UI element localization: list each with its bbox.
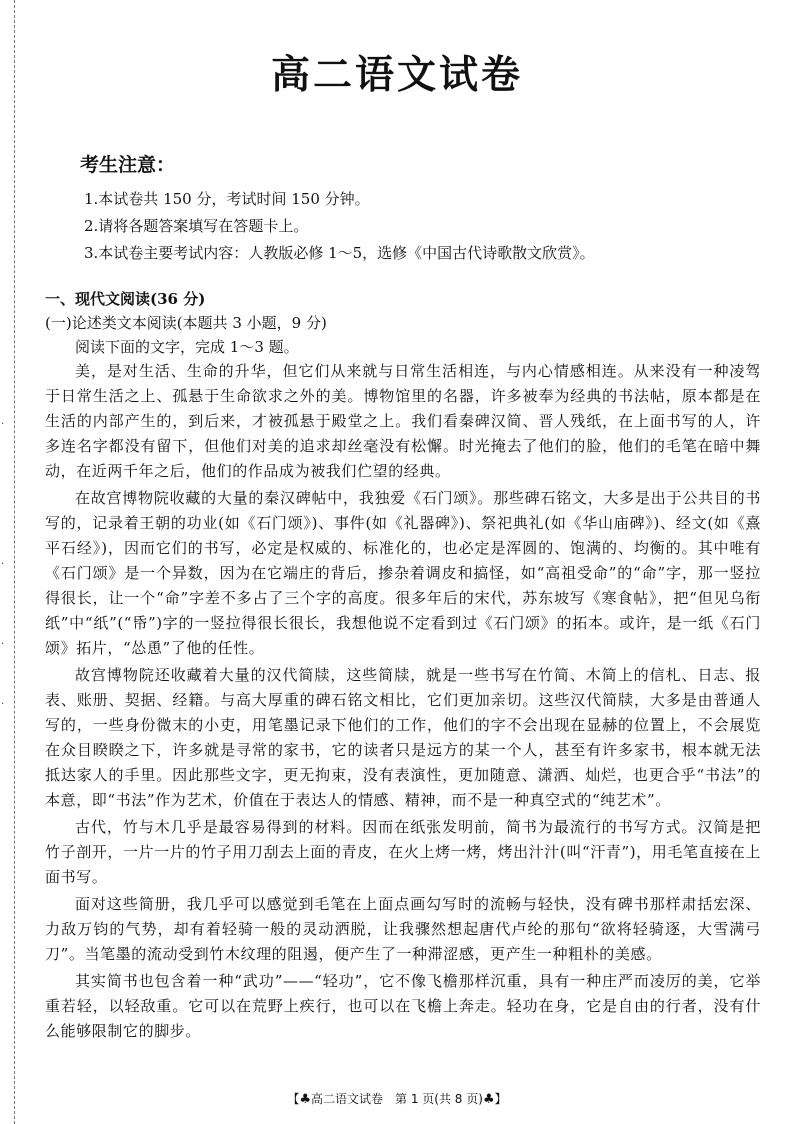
passage-paragraph: 其实简书也包含着一种“武功”——“轻功”，它不像飞檐那样沉重，具有一种庄严而凌厉的美，它举重若轻，以轻敌重。它可以在荒野上疾行，也可以在飞檐上奔走。轻功在身，它是自由的行者，没有什么能够限制它的脚步。 xyxy=(45,972,761,1040)
subsection-heading: (一)论述类文本阅读(本题共 3 小题，9 分) xyxy=(45,314,327,332)
passage-paragraph: 美，是对生活、生命的升华，但它们从来就与日常生活相连，与内心情感相连。从来没有一种凌驾于日常生活之上、孤悬于生命欲求之外的美。博物馆里的名器，许多被奉为经典的书法帖，原本都是在生活的内部产生的，到后来，才被孤悬于殿堂之上。我们看秦碑汉简、晋人残纸，在上面书写的人，许多连名字都没有留下，但他们对美的追求却丝毫没有松懈。时光掩去了他们的脸，他们的毛笔在暗中舞动，在近两千年之后，他们的作品成为被我们伫望的经典。 xyxy=(45,362,761,480)
notice-item: 2.请将各题答案填写在答题卡上。 xyxy=(84,217,309,235)
passage-paragraph: 古代，竹与木几乎是最容易得到的材料。因而在纸张发明前，简书为最流行的书写方式。汉简是把竹子剖开，一片一片的竹子用刀刮去上面的青皮，在火上烤一烤，烤出汁汁(叫“汗青”)，用毛笔直接在上面书写。 xyxy=(45,818,761,886)
footer-bracket-right: 】 xyxy=(494,1092,507,1106)
page-title: 高二语文试卷 xyxy=(270,52,523,98)
footer-text: 高二语文试卷 第 1 页(共 8 页) xyxy=(311,1092,483,1106)
section-heading: 一、现代文阅读(36 分) xyxy=(45,290,206,308)
reading-section xyxy=(45,287,761,1046)
notice-heading: 考生注意： xyxy=(80,154,176,176)
exam-notice xyxy=(80,150,760,267)
footer-bracket-left: 【 xyxy=(287,1092,300,1106)
notice-item: 3.本试卷主要考试内容：人教版必修 1～5，选修《中国古代诗歌散文欣赏》。 xyxy=(84,244,595,262)
page-footer xyxy=(0,1090,794,1107)
binding-line xyxy=(0,0,15,1124)
binding-mark: · xyxy=(1,559,5,570)
club-suit-icon: ♣ xyxy=(299,1092,312,1107)
binding-mark: · xyxy=(1,639,5,650)
passage-paragraph: 面对这些简册，我几乎可以感觉到毛笔在上面点画勾写时的流畅与轻快，没有碑书那样肃括宏深、力敌万钧的气势，却有着轻骑一般的灵动洒脱，让我骤然想起唐代卢纶的那句“欲将轻骑逐，大雪满弓刀”。当笔墨的流动受到竹木纹理的阻遏，便产生了一种滞涩感，更产生一种粗朴的美感。 xyxy=(45,895,761,963)
reading-instruction: 阅读下面的文字，完成 1～3 题。 xyxy=(75,338,299,356)
passage-paragraph: 故宫博物院还收藏着大量的汉代简牍，这些简牍，就是一些书写在竹简、木简上的信札、日志、报表、账册、契据、经籍。与高大厚重的碑石铭文相比，它们更加亲切。这些汉代简牍，大多是由普通人写的，一些身份微末的小吏，用笔墨记录下他们的工作，他们的字不会出现在显赫的位置上，不会展览在众目睽睽之下，许多就是寻常的家书，它的读者只是远方的某一个人，甚至有许多家书，根本就无法抵达家人的手里。因此那些文字，更无拘束，没有表演性，更加随意、潇洒、灿烂，也更合乎“书法”的本意，即“书法”作为艺术，价值在于表达人的情感、精神，而不是一种真空式的“纯艺术”。 xyxy=(45,666,761,809)
club-suit-icon: ♣ xyxy=(482,1092,495,1107)
notice-item: 1.本试卷共 150 分，考试时间 150 分钟。 xyxy=(84,190,370,208)
binding-mark: · xyxy=(1,699,5,710)
binding-mark: · xyxy=(1,419,5,430)
passage-paragraph: 在故宫博物院收藏的大量的秦汉碑帖中，我独爱《石门颂》。那些碑石铭文，大多是出于公共目的书写的，记录着王朝的功业(如《石门颂》)、事件(如《礼器碑》)、祭祀典礼(如《华山庙碑》)、经文(如《熹平石经》)，因而它们的书写，必定是权威的、标准化的，也必定是浑圆的、饱满的、均衡的。其中唯有《石门颂》是一个异数，因为在它端庄的背后，掺杂着调皮和搞怪，如“高祖受命”的“命”字，那一竖拉得很长，让一个“命”字差不多占了三个字的高度。很多年后的宋代，苏东坡写《寒食帖》，把“但见乌衔纸”中“纸”(“帋”)字的一竖拉得很长很长，我想他说不定看到过《石门颂》的拓本。或许，是一纸《石门颂》拓片，“怂恿”了他的任性。 xyxy=(45,489,761,657)
